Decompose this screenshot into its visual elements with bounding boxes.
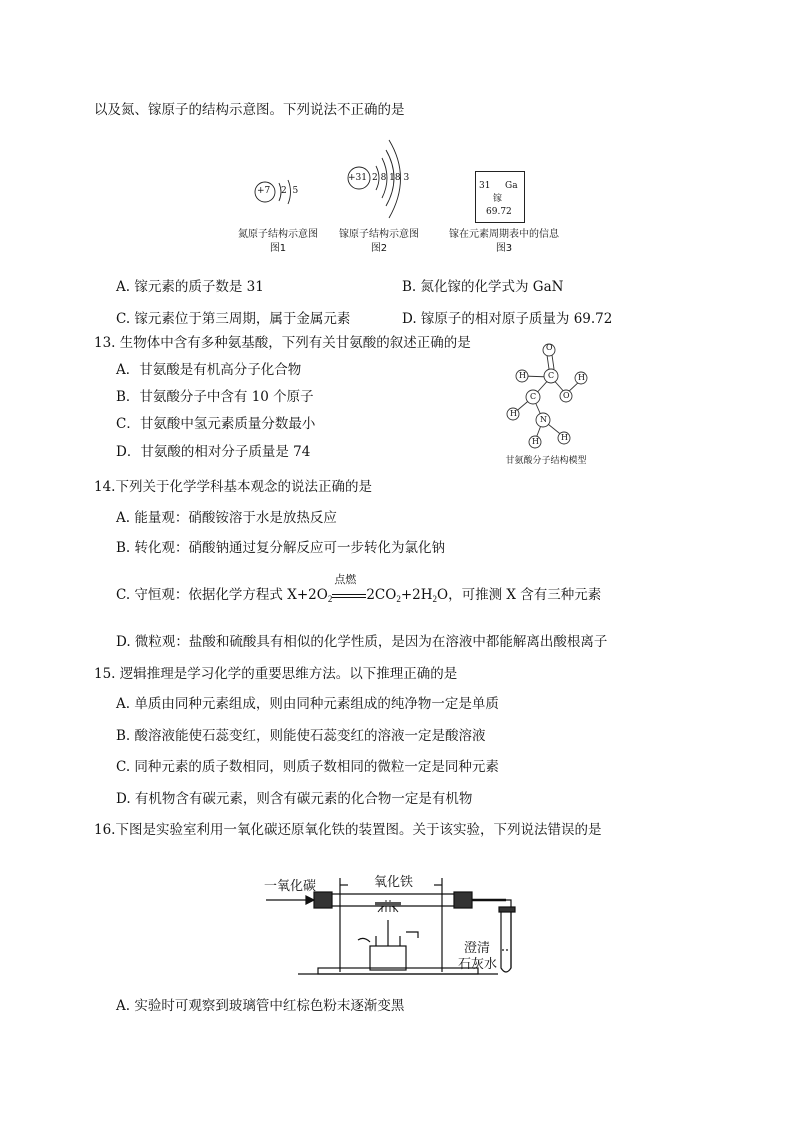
q13-option-b: B．甘氨酸分子中含有 10 个原子 xyxy=(116,389,314,405)
label-limewater-line1: 澄清 xyxy=(464,941,491,956)
co-reduction-apparatus xyxy=(258,850,548,980)
cell-atomic-mass: 69.72 xyxy=(486,207,512,217)
glycine-model-caption: 甘氨酸分子结构模型 xyxy=(505,456,587,466)
q15-option-d: D. 有机物含有碳元素，则含有碳元素的化合物一定是有机物 xyxy=(116,791,473,807)
intro-text: 以及氮、镓原子的结构示意图。下列说法不正确的是 xyxy=(94,102,405,118)
q14-stem: 14.下列关于化学学科基本观念的说法正确的是 xyxy=(94,479,372,495)
q13-stem: 13. 生物体中含有多种氨基酸，下列有关甘氨酸的叙述正确的是 xyxy=(94,335,471,351)
q14-option-d: D. 微粒观：盐酸和硫酸具有相似的化学性质，是因为在溶液中都能解离出酸根离子 xyxy=(116,634,608,650)
q14-option-c: C. 守恒观：依据化学方程式 $X+2O_2$ 点燃 $2CO_2+2H_2O$，可推测 X 含有三种元素 xyxy=(116,572,602,604)
atom-h-left-top: H xyxy=(519,371,526,380)
nitrogen-nucleus: +7 xyxy=(257,186,271,196)
gallium-shells: 2 8 18 3 xyxy=(372,173,410,183)
q14-option-b: B. 转化观：硝酸钠通过复分解反应可一步转化为氯化钠 xyxy=(116,540,446,556)
atom-h-bottom-left: H xyxy=(532,437,539,446)
atom-c-carboxyl: C xyxy=(548,371,555,380)
label-limewater-line2: 石灰水 xyxy=(458,957,498,972)
q15-option-a: A. 单质由同种元素组成，则由同种元素组成的纯净物一定是单质 xyxy=(116,696,499,712)
atom-h-left: H xyxy=(510,409,517,418)
cell-element-name: 镓 xyxy=(493,194,503,204)
atom-h-bottom-right: H xyxy=(561,433,568,442)
nitrogen-caption: 氮原子结构示意图 xyxy=(238,229,318,240)
q13-option-a: A．甘氨酸是有机高分子化合物 xyxy=(116,362,302,378)
cell-symbol: Ga xyxy=(505,181,518,191)
atom-o-top: O xyxy=(546,343,553,352)
cell-caption: 镓在元素周期表中的信息 xyxy=(449,229,559,240)
nitrogen-shells: 2 5 xyxy=(281,186,299,196)
atom-h-right: H xyxy=(578,373,585,382)
label-iron-oxide: 氧化铁 xyxy=(374,875,414,890)
q12-option-a: A. 镓元素的质子数是 31 xyxy=(116,279,264,295)
q13-option-c: C．甘氨酸中氢元素质量分数最小 xyxy=(116,416,316,432)
q15-option-b: B. 酸溶液能使石蕊变红，则能使石蕊变红的溶液一定是酸溶液 xyxy=(116,728,486,744)
atom-o-hydroxyl: O xyxy=(563,391,570,400)
q13-option-d: D．甘氨酸的相对分子质量是 74 xyxy=(116,444,311,460)
q12-option-b: B. 氮化镓的化学式为 GaN xyxy=(402,279,564,295)
nitrogen-figure-label: 图1 xyxy=(269,243,287,254)
atom-c-alpha: C xyxy=(530,392,537,401)
q14-option-a: A. 能量观：硝酸铵溶于水是放热反应 xyxy=(116,510,337,526)
atom-n: N xyxy=(540,415,547,424)
q16-option-a: A. 实验时可观察到玻璃管中红棕色粉末逐渐变黑 xyxy=(116,998,405,1014)
label-carbon-monoxide: 一氧化碳 xyxy=(264,879,317,894)
gallium-figure-label: 图2 xyxy=(370,243,388,254)
q15-stem: 15. 逻辑推理是学习化学的重要思维方法。以下推理正确的是 xyxy=(94,666,458,682)
glycine-model-bonds xyxy=(500,338,600,458)
q15-option-c: C. 同种元素的质子数相同，则质子数相同的微粒一定是同种元素 xyxy=(116,759,499,775)
q12-option-d: D. 镓原子的相对原子质量为 69.72 xyxy=(402,311,613,327)
q12-option-c: C. 镓元素位于第三周期，属于金属元素 xyxy=(116,311,351,327)
gallium-nucleus: +31 xyxy=(348,173,367,183)
reaction-arrow: 点燃 xyxy=(332,591,366,601)
cell-figure-label: 图3 xyxy=(495,243,513,254)
cell-atomic-number: 31 xyxy=(479,181,491,191)
q16-stem: 16.下图是实验室利用一氧化碳还原氧化铁的装置图。关于该实验，下列说法错误的是 xyxy=(94,822,602,838)
gallium-caption: 镓原子结构示意图 xyxy=(339,229,419,240)
